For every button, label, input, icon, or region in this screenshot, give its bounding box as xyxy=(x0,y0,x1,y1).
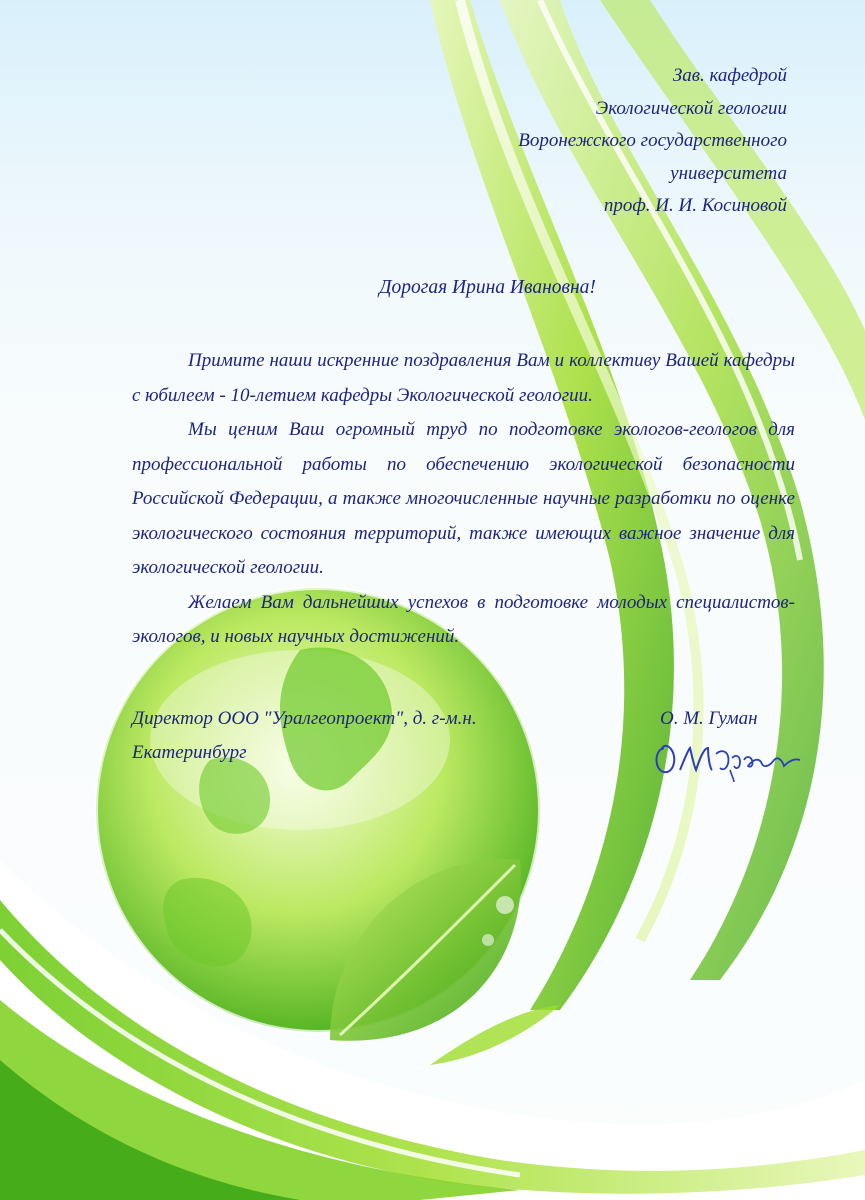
addressee-block xyxy=(518,60,787,223)
greeting: Дорогая Ирина Ивановна! xyxy=(379,277,596,298)
addressee-line: проф. И. И. Косиновой xyxy=(603,195,787,217)
addressee-line: Экологической геологии xyxy=(595,97,787,119)
signer-title-line: Екатеринбург xyxy=(132,742,247,763)
signer-title-block xyxy=(132,702,477,770)
body-paragraph: Мы ценим Ваш огромный труд по подготовке экологов-геологов для профессиональной работы по обеспечению экологической безопасности Российской Федерации, а также многочисленные научные разработки по оценке экологического состояния территорий, также имеющих важное значение для экологической геологии. xyxy=(132,419,795,578)
handwritten-signature xyxy=(650,736,810,786)
body-paragraph: Примите наши искренние поздравления Вам и коллективу Вашей кафедры с юбилеем - 10-летием кафедры Экологической геологии. xyxy=(132,350,795,406)
signer-name: О. М. Гуман xyxy=(660,708,758,729)
signer-title-line: Директор ООО "Уралгеопроект", д. г-м.н. xyxy=(132,708,477,729)
body-paragraph: Желаем Вам дальнейших успехов в подготовке молодых специалистов-экологов, и новых научных достижений. xyxy=(132,591,795,647)
letter-body xyxy=(132,344,795,655)
addressee-line: Воронежского государственного xyxy=(518,130,787,152)
addressee-line: Зав. кафедрой xyxy=(672,65,787,86)
addressee-line: университета xyxy=(670,162,787,184)
